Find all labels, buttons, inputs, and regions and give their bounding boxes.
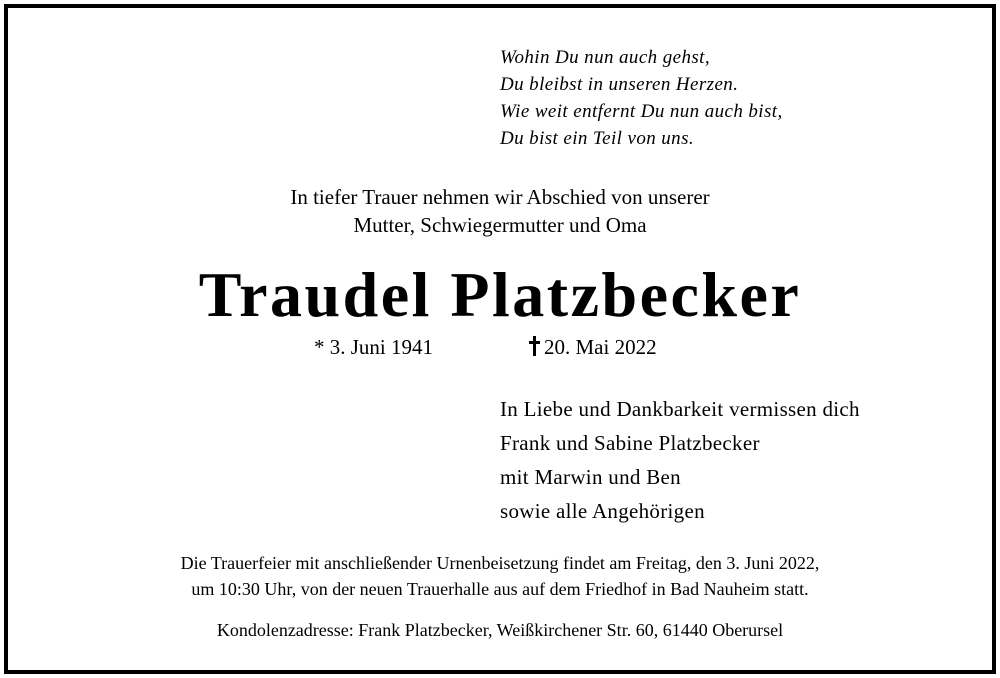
intro-line: In tiefer Trauer nehmen wir Abschied von unserer: [290, 185, 710, 209]
intro-line: Mutter, Schwiegermutter und Oma: [353, 213, 647, 237]
funeral-line: um 10:30 Uhr, von der neuen Trauerhalle aus auf dem Friedhof in Bad Nauheim statt.: [191, 579, 809, 599]
poem: [500, 44, 783, 152]
death-date: 20. Mai 2022: [544, 335, 657, 359]
deceased-name: Traudel Platzbecker: [198, 259, 802, 330]
mourners-line: Frank und Sabine Platzbecker: [500, 431, 760, 455]
funeral-line: Die Trauerfeier mit anschließender Urnenbeisetzung findet am Freitag, den 3. Juni 2022,: [180, 553, 820, 573]
poem-line: Du bist ein Teil von uns.: [500, 128, 695, 149]
mourners-line: mit Marwin und Ben: [500, 465, 681, 489]
poem-line: Du bleibst in unseren Herzen.: [500, 74, 739, 95]
poem-line: Wohin Du nun auch gehst,: [500, 47, 710, 68]
funeral-info: [0, 550, 1000, 602]
mourners-line: sowie alle Angehörigen: [500, 499, 705, 523]
mourners-line: In Liebe und Dankbarkeit vermissen dich: [500, 397, 860, 421]
death-date-group: [529, 334, 657, 360]
intro-text: [0, 183, 1000, 239]
poem-line: Wie weit entfernt Du nun auch bist,: [500, 101, 783, 122]
condolence-address: Kondolenzadresse: Frank Platzbecker, Weißkirchener Str. 60, 61440 Oberursel: [216, 620, 784, 640]
mourners: [500, 392, 860, 528]
birth-date: * 3. Juni 1941: [314, 335, 434, 359]
cross-icon: [529, 336, 540, 356]
